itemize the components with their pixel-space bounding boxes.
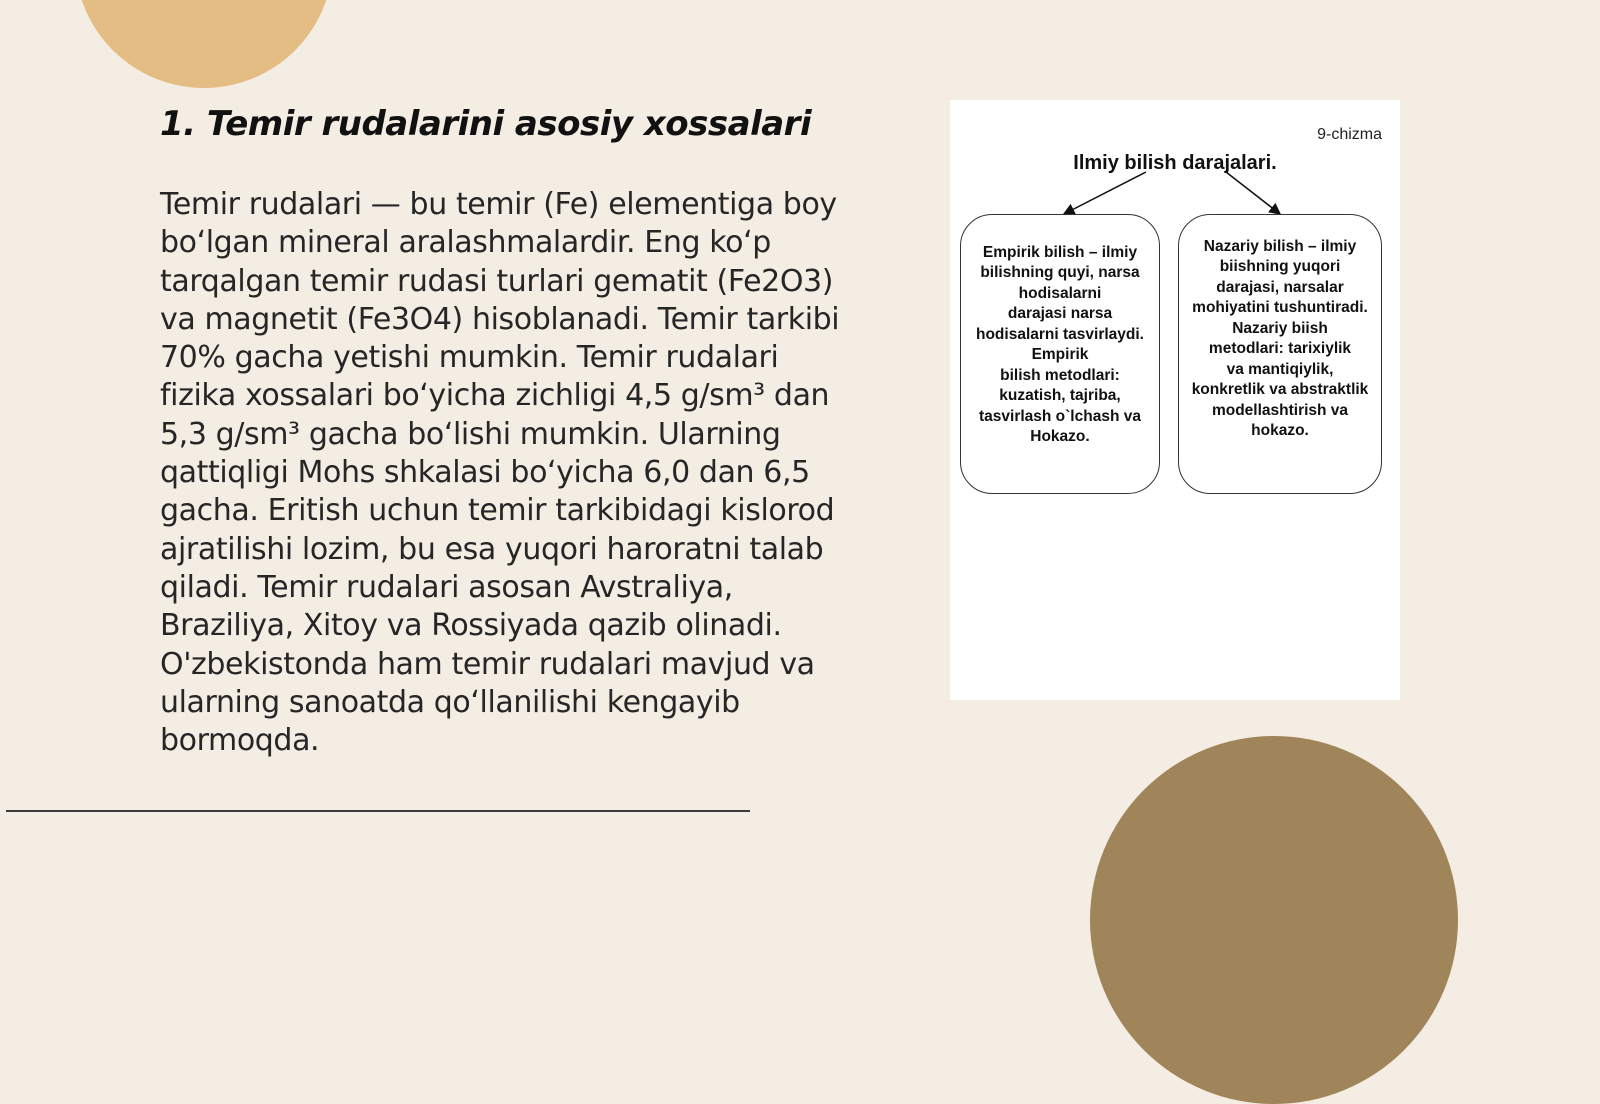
slide-body-text: Temir rudalari — bu temir (Fe) elementiga boy boʻlgan mineral aralashmalardir. Eng koʻp tarqalgan temir rudasi turlari gematit (Fe2O3) va magnetit (Fe3O4) hisoblanadi. Temir tarkibi 70% gacha yetishi mumkin. Temir rudalari fizika xossalari boʻyicha zichligi 4,5 g/sm³ dan 5,3 g/sm³ gacha boʻlishi mumkin. Ularning qattiqligi Mohs shkalasi boʻyicha 6,0 dan 6,5 gacha. Eritish uchun temir tarkibidagi kislorod ajratilishi lozim, bu esa yuqori haroratni talab qiladi. Temir rudalari asosan Avstraliya, Braziliya, Xitoy va Rossiyada qazib olinadi. O'zbekistonda ham temir rudalari mavjud va ularning sanoatda qoʻllanilishi kengayib bormoqda. (160, 187, 840, 759)
arrow-left (1064, 172, 1146, 214)
empirical-knowledge-box (960, 214, 1160, 494)
decorative-circle-top (75, 0, 333, 88)
theoretical-knowledge-text: Nazariy bilish – ilmiy biishning yuqori darajasi, narsalar mohiyatini tushuntiradi. Nazariy biish metodlari: tarixiylik va mantiqiylik, konkretlik va abstraktlik modellashtirish va hokazo. (1191, 237, 1369, 439)
figure-number: 9-chizma (1317, 126, 1382, 143)
diagram-figure (950, 100, 1400, 700)
diagram-arrows (950, 100, 1400, 220)
theoretical-knowledge-box (1178, 214, 1382, 494)
slide-title: 1. Temir rudalarini asosiy xossalari (160, 104, 812, 144)
divider-line (6, 810, 750, 812)
empirical-knowledge-text: Empirik bilish – ilmiy bilishning quyi, narsa hodisalarni darajasi narsa hodisalarni tasvirlaydi. Empirik bilish metodlari: kuzatish, tajriba, tasvirlash o`lchash va Hokazo. (976, 243, 1144, 445)
figure-heading: Ilmiy bilish darajalari. (1073, 152, 1277, 174)
arrow-right (1226, 172, 1280, 214)
decorative-circle-bottom (1090, 736, 1458, 1104)
